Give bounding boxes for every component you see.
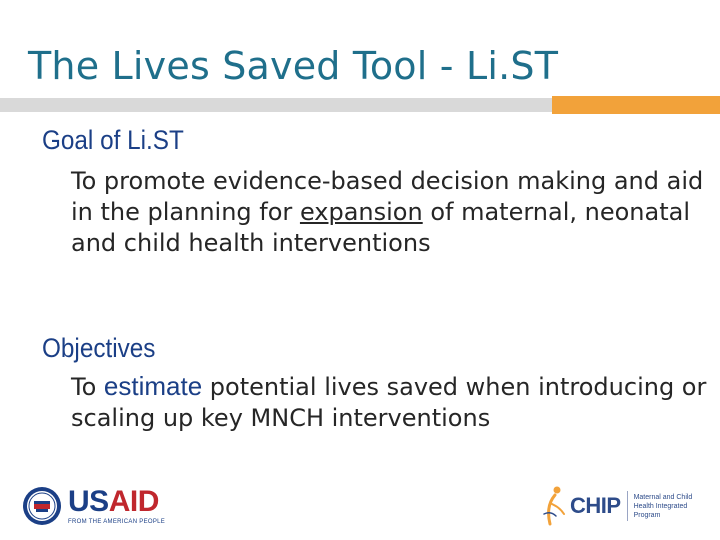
goal-text (71, 166, 711, 259)
usaid-seal-icon (22, 486, 62, 526)
usaid-wordmark-accent: AID (108, 485, 159, 518)
goal-text-part: To promote evidence-based decision making and aid in the planning for (71, 167, 704, 226)
slide-title: The Lives Saved Tool - Li.ST (28, 44, 559, 88)
usaid-tagline: FROM THE AMERICAN PEOPLE (68, 519, 166, 525)
chip-logo (540, 482, 714, 530)
chip-tagline: Maternal and Child Health Integrated Program (633, 493, 693, 519)
objectives-text (71, 371, 711, 434)
title-divider-orange (552, 96, 720, 114)
objectives-text-emphasis: estimate (103, 371, 203, 401)
objectives-heading: Objectives (42, 333, 156, 363)
usaid-wordmark-main: US (68, 485, 109, 518)
goal-text-underlined: expansion (299, 198, 423, 226)
goal-heading: Goal of Li.ST (42, 125, 184, 155)
title-divider-gray (0, 98, 552, 112)
chip-figure-icon (540, 484, 568, 528)
usaid-wordmark (68, 487, 165, 517)
objectives-text-part: To (71, 373, 104, 401)
chip-wordmark: CHIP (570, 493, 621, 518)
usaid-logo (22, 485, 165, 527)
goal-text-part: of maternal, neonatal and child health interventions (71, 198, 691, 257)
objectives-text-part: potential lives saved when introducing or scaling up key MNCH interventions (71, 373, 707, 432)
chip-divider (627, 491, 628, 521)
